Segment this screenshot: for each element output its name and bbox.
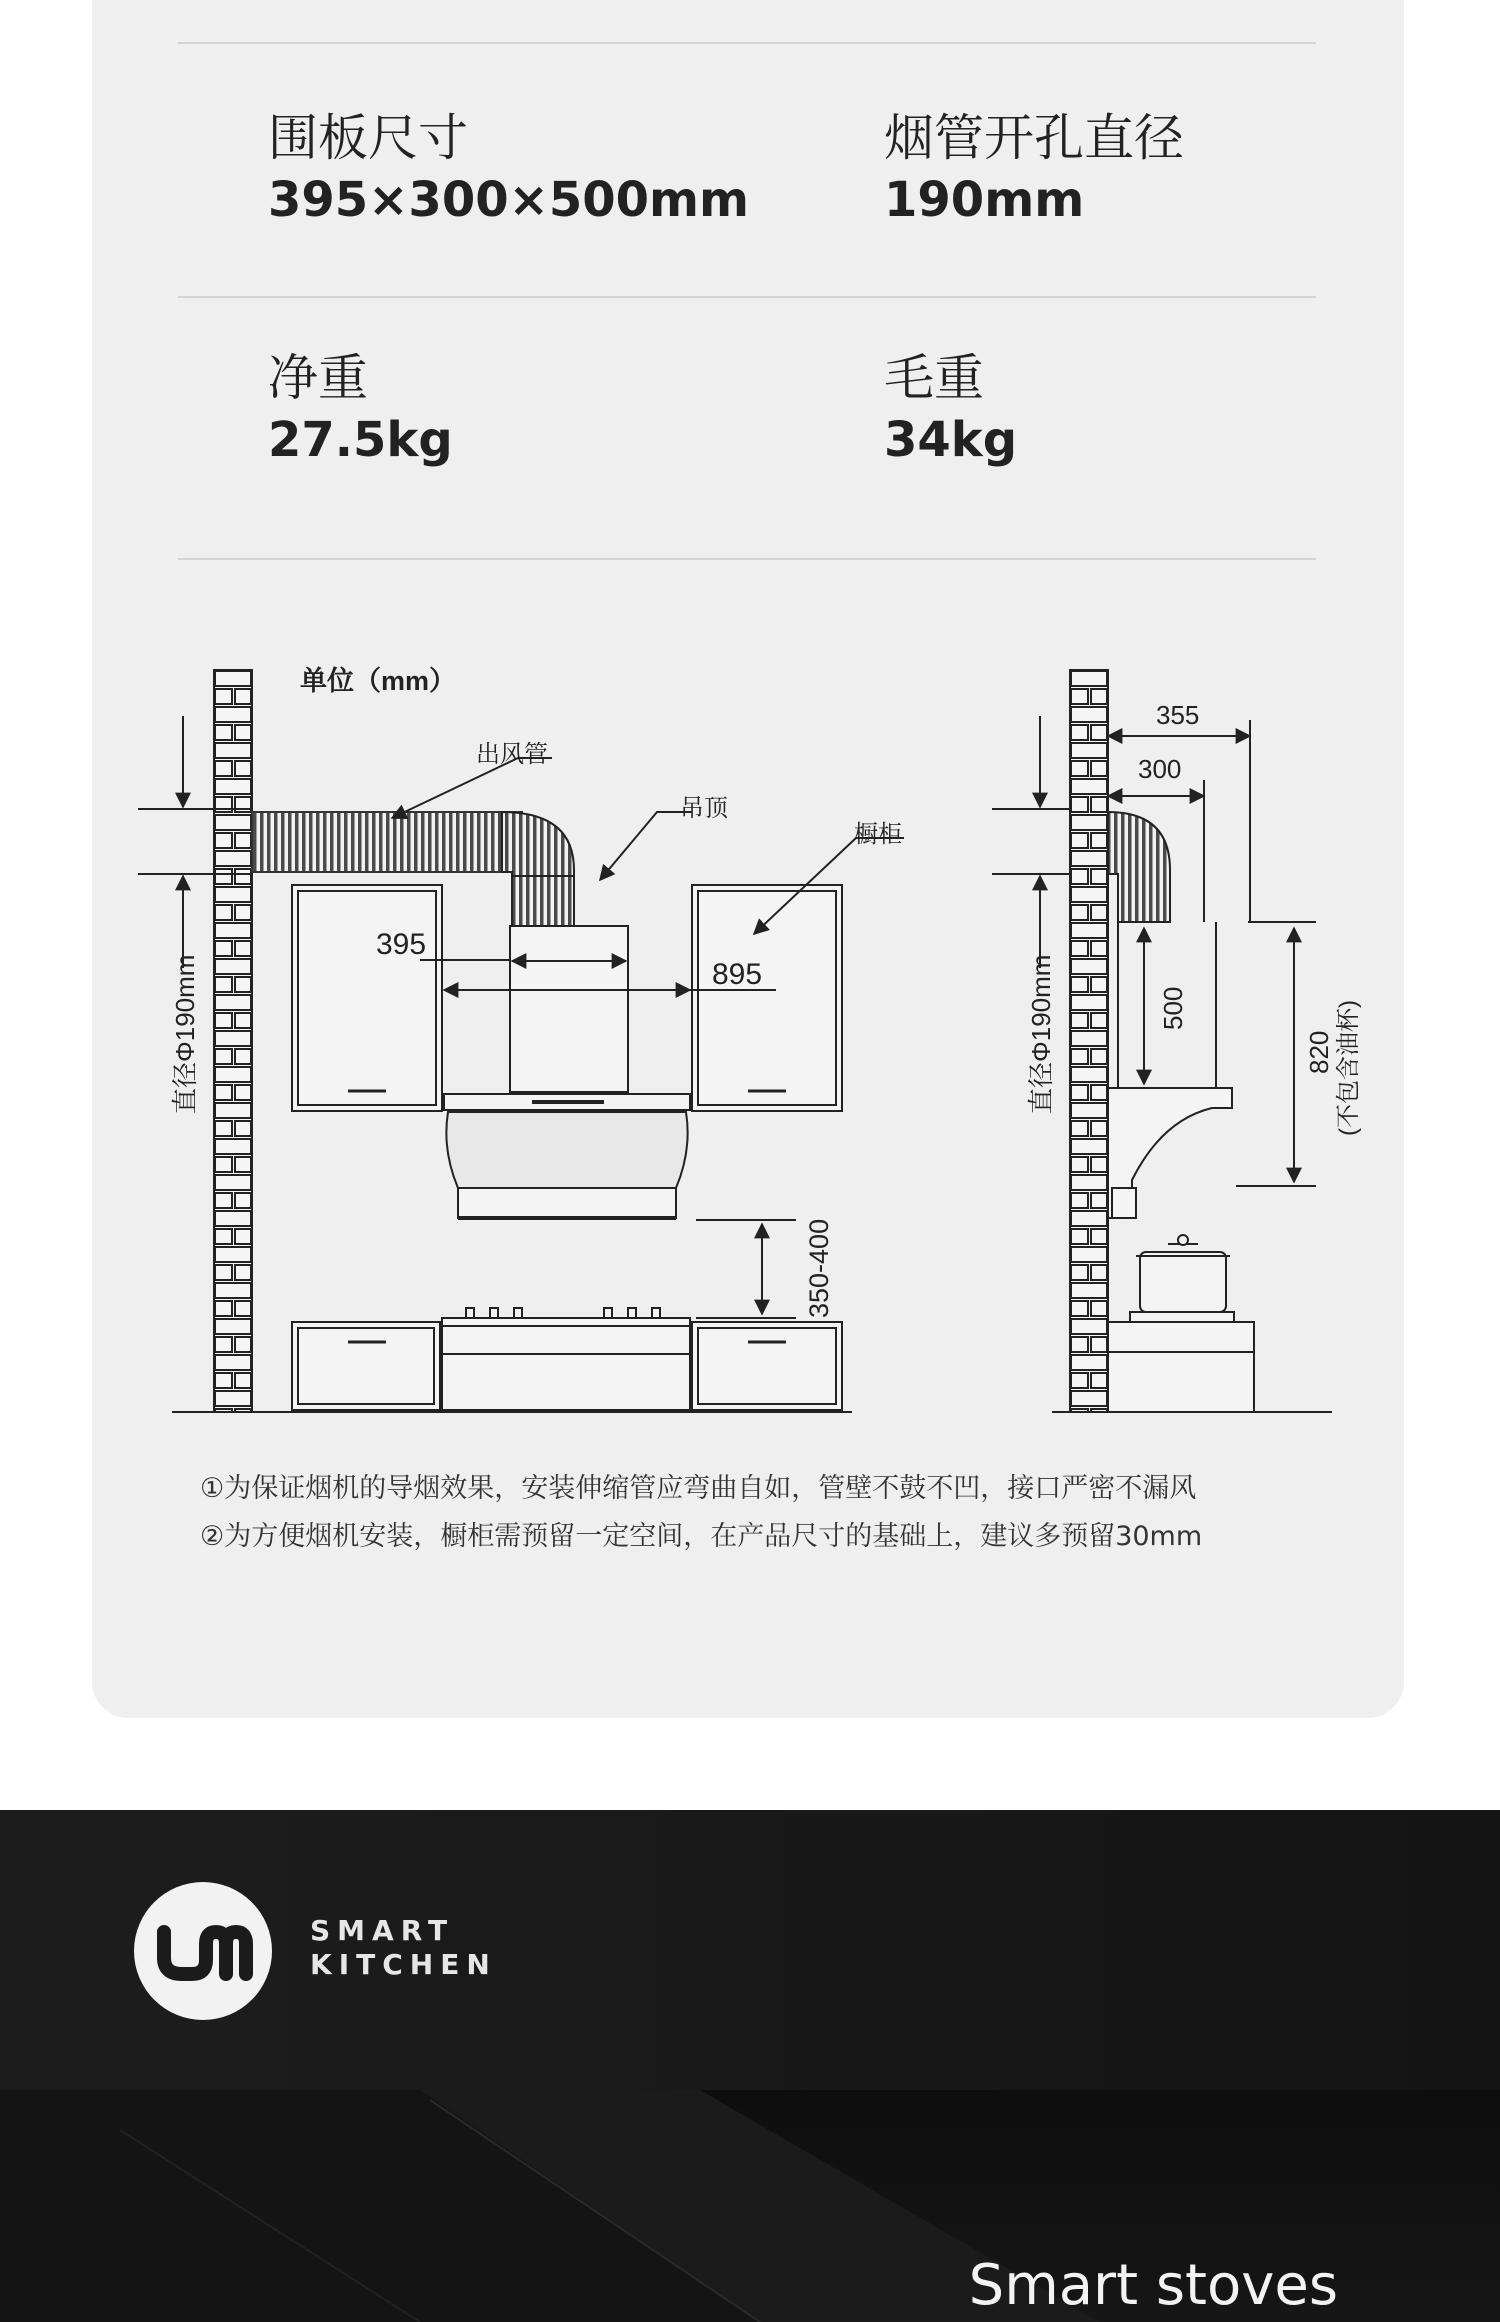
hood-chimney (510, 926, 628, 1092)
height-820-note: (不包含油杯) (1335, 1000, 1362, 1136)
spec-value-gross-weight: 34kg (884, 412, 1018, 468)
spec-value-duct-diameter: 190mm (884, 172, 1085, 228)
ceiling-label: 吊顶 (680, 795, 728, 822)
spec-value-net-weight: 27.5kg (268, 412, 453, 468)
stove-base (442, 1322, 690, 1410)
wall-cabinet-left (292, 885, 442, 1111)
um-logo-icon (134, 1882, 272, 2020)
brand-logo (134, 1882, 272, 2020)
wall-right (1070, 670, 1108, 1412)
brand-line-2: KITCHEN (310, 1948, 497, 1981)
hero-title: Smart stoves (968, 2253, 1338, 2318)
unit-label: 单位（mm） (300, 666, 457, 696)
brand-line-1: SMART (310, 1914, 455, 1947)
diameter-label-side: 直径Φ190mm (1026, 954, 1056, 1114)
hero-section (0, 2090, 1500, 2322)
hood-body (446, 1112, 687, 1188)
depth-outer-label: 355 (1156, 700, 1200, 730)
side-base-cabinet (1108, 1322, 1254, 1412)
hood-width-label: 395 (376, 928, 427, 961)
spec-label-net-weight: 净重 (268, 349, 368, 407)
hood-bottom (458, 1188, 676, 1218)
spec-value-panel-size: 395×300×500mm (268, 172, 750, 228)
cabinet-gap-label: 895 (712, 958, 763, 991)
height-500-label: 500 (1158, 986, 1188, 1030)
brand-band (0, 1810, 1500, 2090)
base-cabinet-left (292, 1322, 440, 1410)
installation-diagram (92, 0, 1404, 1500)
base-cabinet-right (692, 1322, 842, 1410)
install-note-1: ①为保证烟机的导烟效果，安装伸缩管应弯曲自如，管壁不鼓不凹，接口严密不漏风 (200, 1473, 1197, 1504)
spec-label-panel-size: 围板尺寸 (268, 109, 468, 167)
install-note-2: ②为方便烟机安装，橱柜需预留一定空间，在产品尺寸的基础上，建议多预留30mm (200, 1521, 1203, 1552)
wall-left (214, 670, 252, 1412)
depth-inner-label: 300 (1138, 754, 1182, 784)
cabinet-label: 橱柜 (854, 821, 902, 848)
spec-label-duct-diameter: 烟管开孔直径 (884, 109, 1184, 167)
duct (252, 812, 522, 872)
height-820-label: 820 (1304, 1030, 1334, 1074)
install-height-label: 350-400 (804, 1218, 834, 1318)
spec-label-gross-weight: 毛重 (884, 349, 984, 407)
duct-elbow (502, 812, 574, 885)
duct-label: 出风管 (476, 741, 548, 768)
wall-cabinet-right (692, 885, 842, 1111)
side-duct (1108, 812, 1170, 922)
cooktop (442, 1318, 690, 1326)
pot (1140, 1252, 1226, 1312)
spec-card (92, 0, 1404, 1718)
diameter-label-front: 直径Φ190mm (170, 954, 200, 1114)
